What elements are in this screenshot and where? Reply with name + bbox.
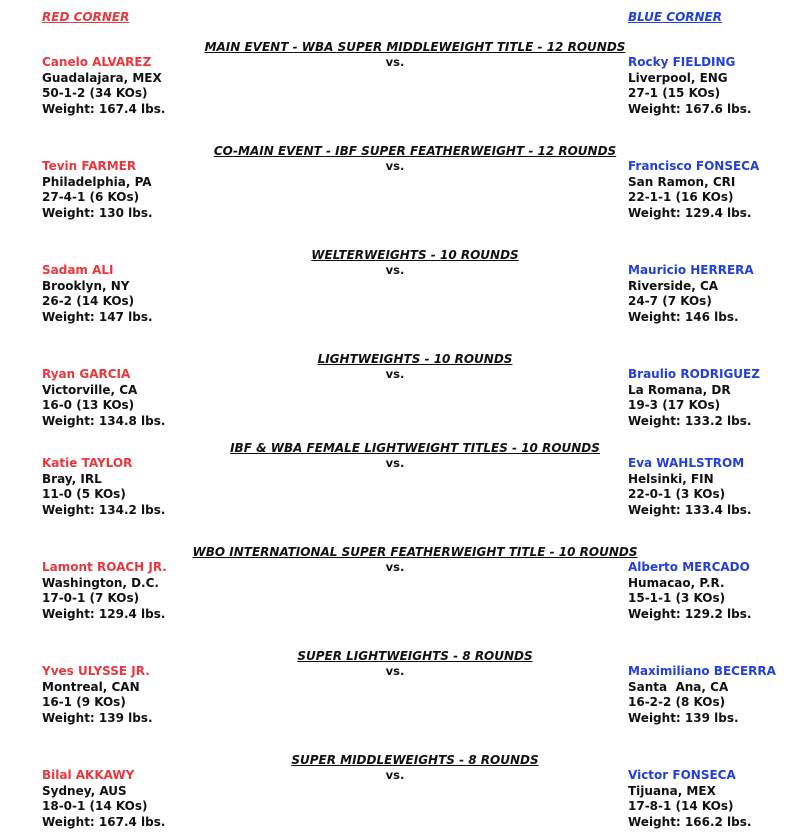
fighter-weight: Weight: 129.2 lbs. [628, 606, 752, 621]
red-fighter [42, 664, 153, 726]
fighter-hometown: Humacao, P.R. [628, 575, 725, 590]
bout-title: MAIN EVENT - WBA SUPER MIDDLEWEIGHT TITLE - 12 ROUNDS [204, 40, 626, 54]
red-fighter [42, 159, 153, 221]
fighter-hometown: Washington, D.C. [42, 575, 159, 590]
blue-corner-heading: BLUE CORNER [628, 10, 722, 24]
fighter-weight: Weight: 167.4 lbs. [42, 101, 166, 116]
fighter-hometown: Philadelphia, PA [42, 174, 152, 189]
fighter-weight: Weight: 129.4 lbs. [42, 606, 166, 621]
fighter-weight: Weight: 139 lbs. [42, 710, 153, 725]
fighter-weight: Weight: 147 lbs. [42, 309, 153, 324]
bout-6 [0, 545, 800, 625]
fighter-weight: Weight: 134.8 lbs. [42, 413, 166, 428]
vs-label: vs. [385, 159, 405, 173]
blue-fighter [628, 159, 759, 221]
fighter-weight: Weight: 134.2 lbs. [42, 502, 166, 517]
blue-fighter [628, 456, 751, 518]
fighter-hometown: Montreal, CAN [42, 679, 140, 694]
fighter-record: 16-2-2 (8 KOs) [628, 695, 726, 709]
bout-5 [0, 441, 800, 521]
vs-label: vs. [385, 456, 405, 470]
fighter-hometown: Riverside, CA [628, 278, 719, 293]
fighter-name: Katie TAYLOR [42, 456, 133, 470]
bout-2 [0, 144, 800, 224]
bout-title: WBO INTERNATIONAL SUPER FEATHERWEIGHT TITLE - 10 ROUNDS [192, 545, 638, 559]
blue-fighter [628, 367, 760, 429]
red-fighter [42, 55, 165, 117]
fighter-weight: Weight: 133.4 lbs. [628, 502, 752, 517]
fighter-name: Canelo ALVAREZ [42, 55, 152, 69]
fighter-hometown: Santa Ana, CA [628, 679, 729, 694]
fighter-name: Ryan GARCIA [42, 367, 131, 381]
fighter-weight: Weight: 166.2 lbs. [628, 814, 752, 829]
fighter-record: 22-0-1 (3 KOs) [628, 487, 726, 501]
fighter-weight: Weight: 167.6 lbs. [628, 101, 752, 116]
bout-title: LIGHTWEIGHTS - 10 ROUNDS [317, 352, 513, 366]
fighter-hometown: Sydney, AUS [42, 783, 127, 798]
fighter-hometown: La Romana, DR [628, 382, 731, 397]
vs-label: vs. [385, 664, 405, 678]
fighter-record: 16-0 (13 KOs) [42, 398, 135, 412]
fighter-name: Rocky FIELDING [628, 55, 736, 69]
fighter-record: 16-1 (9 KOs) [42, 695, 126, 709]
red-corner-heading: RED CORNER [42, 10, 130, 24]
bout-1 [0, 40, 800, 120]
fighter-hometown: Liverpool, ENG [628, 70, 728, 85]
fighter-weight: Weight: 146 lbs. [628, 309, 739, 324]
fighter-name: Francisco FONSECA [628, 159, 760, 173]
fighter-record: 19-3 (17 KOs) [628, 398, 721, 412]
fighter-record: 17-0-1 (7 KOs) [42, 591, 140, 605]
fighter-name: Braulio RODRIGUEZ [628, 367, 760, 381]
vs-label: vs. [385, 560, 405, 574]
fighter-name: Yves ULYSSE JR. [42, 664, 150, 678]
fighter-weight: Weight: 139 lbs. [628, 710, 739, 725]
blue-fighter [628, 664, 776, 726]
fighter-record: 27-4-1 (6 KOs) [42, 190, 140, 204]
fighter-record: 18-0-1 (14 KOs) [42, 799, 148, 813]
fighter-name: Eva WAHLSTROM [628, 456, 745, 470]
fighter-hometown: Guadalajara, MEX [42, 70, 162, 85]
red-fighter [42, 560, 167, 622]
bout-8 [0, 753, 800, 833]
bout-title: SUPER LIGHTWEIGHTS - 8 ROUNDS [297, 649, 533, 663]
fighter-hometown: Brooklyn, NY [42, 278, 130, 293]
fighter-weight: Weight: 129.4 lbs. [628, 205, 752, 220]
fighter-record: 26-2 (14 KOs) [42, 294, 135, 308]
fighter-record: 27-1 (15 KOs) [628, 86, 721, 100]
vs-label: vs. [385, 263, 405, 277]
fighter-name: Bilal AKKAWY [42, 768, 135, 782]
vs-label: vs. [385, 367, 405, 381]
fighter-name: Mauricio HERRERA [628, 263, 754, 277]
fighter-record: 24-7 (7 KOs) [628, 294, 712, 308]
bout-title: IBF & WBA FEMALE LIGHTWEIGHT TITLES - 10 ROUNDS [230, 441, 600, 455]
bout-3 [0, 248, 800, 328]
bout-4 [0, 352, 800, 432]
fighter-name: Victor FONSECA [628, 768, 736, 782]
fighter-name: Maximiliano BECERRA [628, 664, 776, 678]
fighter-record: 15-1-1 (3 KOs) [628, 591, 726, 605]
fighter-hometown: Victorville, CA [42, 382, 138, 397]
fighter-hometown: Tijuana, MEX [628, 783, 716, 798]
fighter-name: Alberto MERCADO [628, 560, 750, 574]
fighter-weight: Weight: 130 lbs. [42, 205, 153, 220]
fighter-hometown: Bray, IRL [42, 471, 102, 486]
red-fighter [42, 768, 165, 830]
fighter-weight: Weight: 167.4 lbs. [42, 814, 166, 829]
fighter-weight: Weight: 133.2 lbs. [628, 413, 752, 428]
fighter-name: Tevin FARMER [42, 159, 137, 173]
fighter-record: 11-0 (5 KOs) [42, 487, 126, 501]
bout-title: WELTERWEIGHTS - 10 ROUNDS [311, 248, 519, 262]
blue-fighter [628, 560, 751, 622]
bout-title: CO-MAIN EVENT - IBF SUPER FEATHERWEIGHT - 12 ROUNDS [213, 144, 617, 158]
blue-fighter [628, 263, 754, 325]
red-fighter [42, 367, 165, 429]
vs-label: vs. [385, 55, 405, 69]
fighter-record: 50-1-2 (34 KOs) [42, 86, 148, 100]
fighter-name: Lamont ROACH JR. [42, 560, 167, 574]
vs-label: vs. [385, 768, 405, 782]
bout-title: SUPER MIDDLEWEIGHTS - 8 ROUNDS [291, 753, 539, 767]
fighter-hometown: Helsinki, FIN [628, 471, 714, 486]
fighter-record: 17-8-1 (14 KOs) [628, 799, 734, 813]
red-fighter [42, 263, 153, 325]
fighter-hometown: San Ramon, CRI [628, 174, 736, 189]
blue-fighter [628, 55, 751, 117]
fighter-record: 22-1-1 (16 KOs) [628, 190, 734, 204]
red-fighter [42, 456, 165, 518]
bout-7 [0, 649, 800, 729]
fighter-name: Sadam ALI [42, 263, 114, 277]
blue-fighter [628, 768, 751, 830]
